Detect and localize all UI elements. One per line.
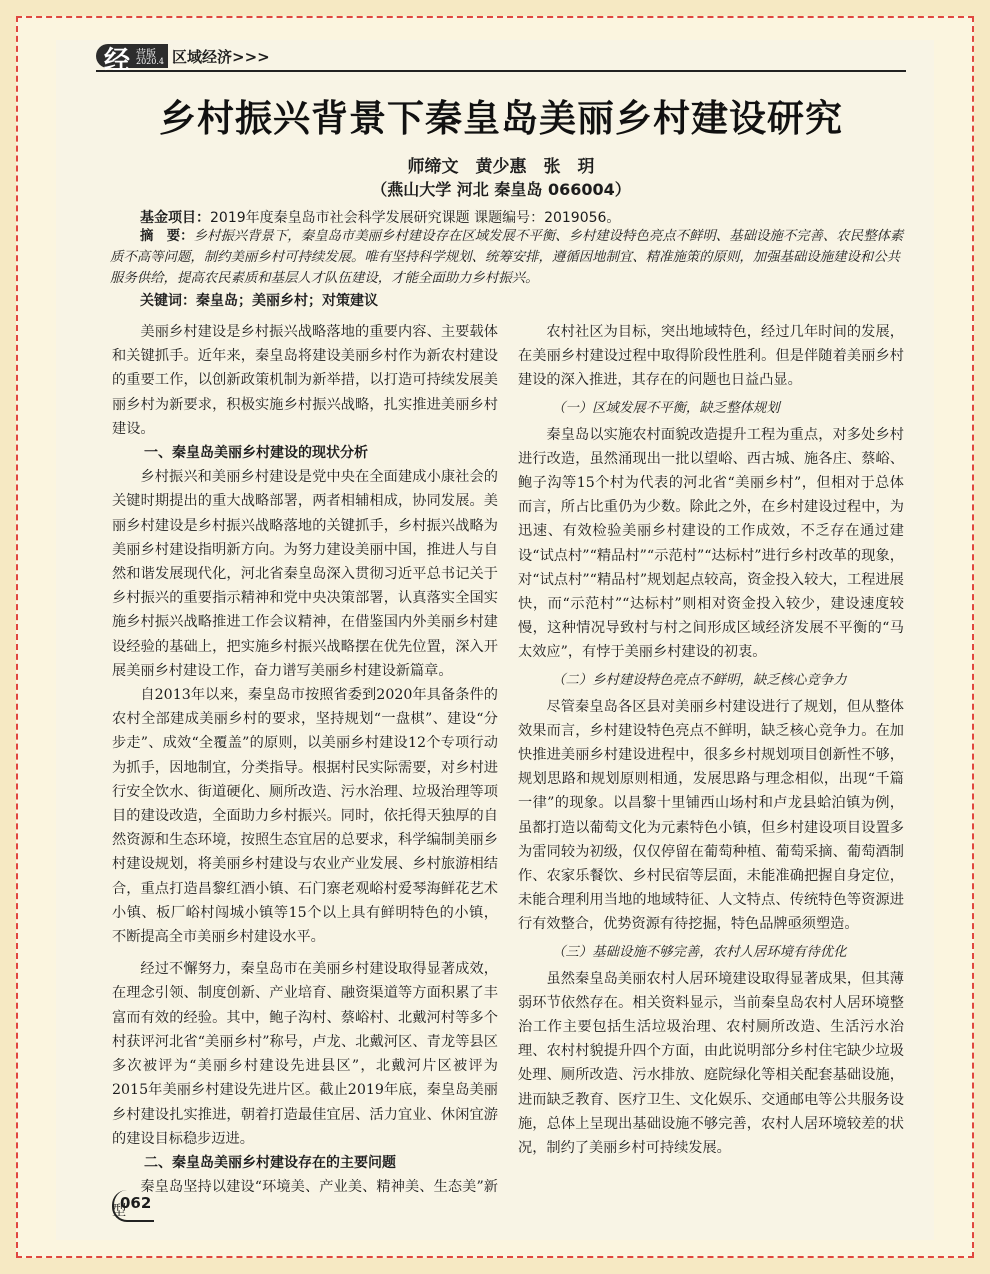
edition-label: 营版 (136, 49, 156, 60)
keywords-label: 关键词： (140, 293, 196, 309)
subsection-heading: （二）乡村建设特色亮点不鲜明，缺乏核心竞争力 (552, 672, 847, 688)
fund-text: 2019年度秦皇岛市社会科学发展研究课题 课题编号：2019056。 (210, 210, 621, 226)
page-number-badge (112, 1190, 154, 1222)
paragraph: 自2013年以来，秦皇岛市按照省委到2020年具备条件的农村全部建成美丽乡村的要求，坚持规划“一盘棋”、建设“分步走”、成效“全覆盖”的原则，以美丽乡村建设12个专项行动为抓手，因地制宜，分类指导。根据村民实际需要，对乡村进行安全饮水、街道硬化、厕所改造、污水治理、垃圾治理等项目的建设改造，全面助力乡村振兴。同时，依托得天独厚的自然资源和生态环境，按照生态宜居的总要求，科学编制美丽乡村建设规划，将美丽乡村建设与农业产业发展、乡村旅游相结合，重点打造昌黎红酒小镇、石门寨老观峪村爱琴海鲜花艺术小镇、板厂峪村闯城小镇等15个以上具有鲜明特色的小镇，不断提高全市美丽乡村建设水平。 (112, 687, 498, 946)
article-authors: 师缔文 黄少惠 张 玥 (407, 157, 595, 177)
paragraph: 农村社区为目标，突出地域特色，经过几年时间的发展，在美丽乡村建设过程中取得阶段性胜利。但是伴随着美丽乡村建设的深入推进，其存在的问题也日益凸显。 (518, 324, 904, 389)
paragraph: 秦皇岛以实施农村面貌改造提升工程为重点，对多处乡村进行改造，虽然涌现出一批以望峪、西古城、施各庄、蔡峪、鲍子沟等15个村为代表的河北省“美丽乡村”，但相对于总体而言，所占比重仍为少数。除此之外，在乡村建设过程中，为迅速、有效检验美丽乡村建设的工作成效，不乏存在通过建设“试点村”“精品村”“示范村”“达标村”进行乡村改革的现象，对“试点村”“精品村”规划起点较高，资金投入较大，工程进展快，而“示范村”“达标村”则相对资金投入较少，建设速度较慢，这种情况导致村与村之间形成区域经济发展不平衡的“马太效应”，有悖于美丽乡村建设的初衷。 (518, 426, 904, 661)
subsection-heading: （三）基础设施不够完善，农村人居环境有待优化 (552, 944, 847, 960)
paragraph: 乡村振兴和美丽乡村建设是党中央在全面建成小康社会的关键时期提出的重大战略部署，两者相辅相成，协同发展。美丽乡村建设是乡村振兴战略落地的关键抓手，乡村振兴战略为美丽乡村建设指明新方向。为努力建设美丽中国，推进人与自然和谐发展现代化，河北省秦皇岛深入贯彻习近平总书记关于乡村振兴的重要指示精神和党中央决策部署，认真落实全国实施乡村振兴战略推进工作会议精神，在借鉴国内外美丽乡村建设经验的基础上，把实施乡村振兴战略摆在优先位置，深入开展美丽乡村建设工作，奋力谱写美丽乡村建设新篇章。 (112, 469, 498, 679)
logo-char: 经 (104, 46, 131, 76)
page-number: 062 (120, 1194, 152, 1212)
running-header (96, 44, 906, 76)
section-heading: 一、秦皇岛美丽乡村建设的现状分析 (144, 445, 368, 462)
section-label: 区域经济>>> (172, 48, 270, 66)
body-column-right (518, 320, 904, 1160)
paragraph: 尽管秦皇岛各区县对美丽乡村建设进行了规划，但从整体效果而言，乡村建设特色亮点不鲜明，缺乏核心竞争力。在加快推进美丽乡村建设进程中，很多乡村规划项目创新性不够，规划思路和规划原则相通，发展思路与理念相似，出现“千篇一律”的现象。以昌黎十里铺西山场村和卢龙县蛤泊镇为例，虽都打造以葡萄文化为元素特色小镇，但乡村建设项目设置多为雷同较为初级，仅仅停留在葡萄种植、葡萄采摘、葡萄酒制作、农家乐餐饮、乡村民宿等层面，未能准确把握自身定位，未能合理利用当地的地域特征、人文特点、传统特色等资源进行有效整合，优势资源有待挖掘，特色品牌亟须塑造。 (518, 698, 904, 933)
paragraph: 秦皇岛坚持以建设“环境美、产业美、精神美、生态美”新型 (112, 1179, 498, 1220)
keywords (140, 290, 906, 310)
abstract (110, 226, 906, 289)
fund-label: 基金项目： (140, 210, 210, 226)
body-column-left (112, 320, 498, 1224)
issue-date: 2020.4 (136, 57, 164, 66)
abstract-text: 乡村振兴背景下，秦皇岛市美丽乡村建设存在区域发展不平衡、乡村建设特色亮点不鲜明、基础设施不完善、农民整体素质不高等问题，制约美丽乡村可持续发展。唯有坚持科学规划、统筹安排，遵循因地制宜、精准施策的原则，加强基础设施建设和公共服务供给，提高农民素质和基层人才队伍建设，才能全面助力乡村振兴。 (110, 229, 904, 286)
section-heading: 二、秦皇岛美丽乡村建设存在的主要问题 (144, 1154, 396, 1171)
fund-info (140, 207, 906, 227)
paragraph: 虽然秦皇岛美丽农村人居环境建设取得显著成果，但其薄弱环节依然存在。相关资料显示，当前秦皇岛农村人居环境整治工作主要包括生活垃圾治理、农村厕所改造、生活污水治理、农村村貌提升四个方面，由此说明部分乡村住宅缺少垃圾处理、厕所改造、污水排放、庭院绿化等相关配套基础设施，进而缺乏教育、医疗卫生、文化娱乐、交通邮电等公共服务设施，总体上呈现出基础设施不够完善，农村人居环境较差的状况，制约了美丽乡村可持续发展。 (518, 970, 904, 1157)
article-title: 乡村振兴背景下秦皇岛美丽乡村建设研究 (159, 97, 843, 140)
journal-logo (96, 44, 168, 76)
paragraph: 经过不懈努力，秦皇岛市在美丽乡村建设取得显著成效，在理念引领、制度创新、产业培育、融资渠道等方面积累了丰富而有效的经验。其中，鲍子沟村、蔡峪村、北戴河村等多个村获评河北省“美丽乡村”称号，卢龙、北戴河区、青龙等县区多次被评为“美丽乡村建设先进县区”，北戴河片区被评为2015年美丽乡村建设先进片区。截止2019年底，秦皇岛美丽乡村建设扎实推进，朝着打造最佳宜居、活力宜业、休闲宜游的建设目标稳步迈进。 (112, 961, 498, 1147)
subsection-heading: （一）区域发展不平衡，缺乏整体规划 (552, 400, 780, 416)
abstract-label: 摘 要： (140, 229, 194, 244)
keywords-text: 秦皇岛；美丽乡村；对策建议 (196, 293, 378, 309)
paragraph: 美丽乡村建设是乡村振兴战略落地的重要内容、主要载体和关键抓手。近年来，秦皇岛将建设美丽乡村作为新农村建设的重要工作，以创新政策机制为新举措，以打造可持续发展美丽乡村为新要求，积极实施乡村振兴战略，扎实推进美丽乡村建设。 (112, 324, 498, 437)
author-affiliation: （燕山大学 河北 秦皇岛 066004） (371, 180, 631, 199)
